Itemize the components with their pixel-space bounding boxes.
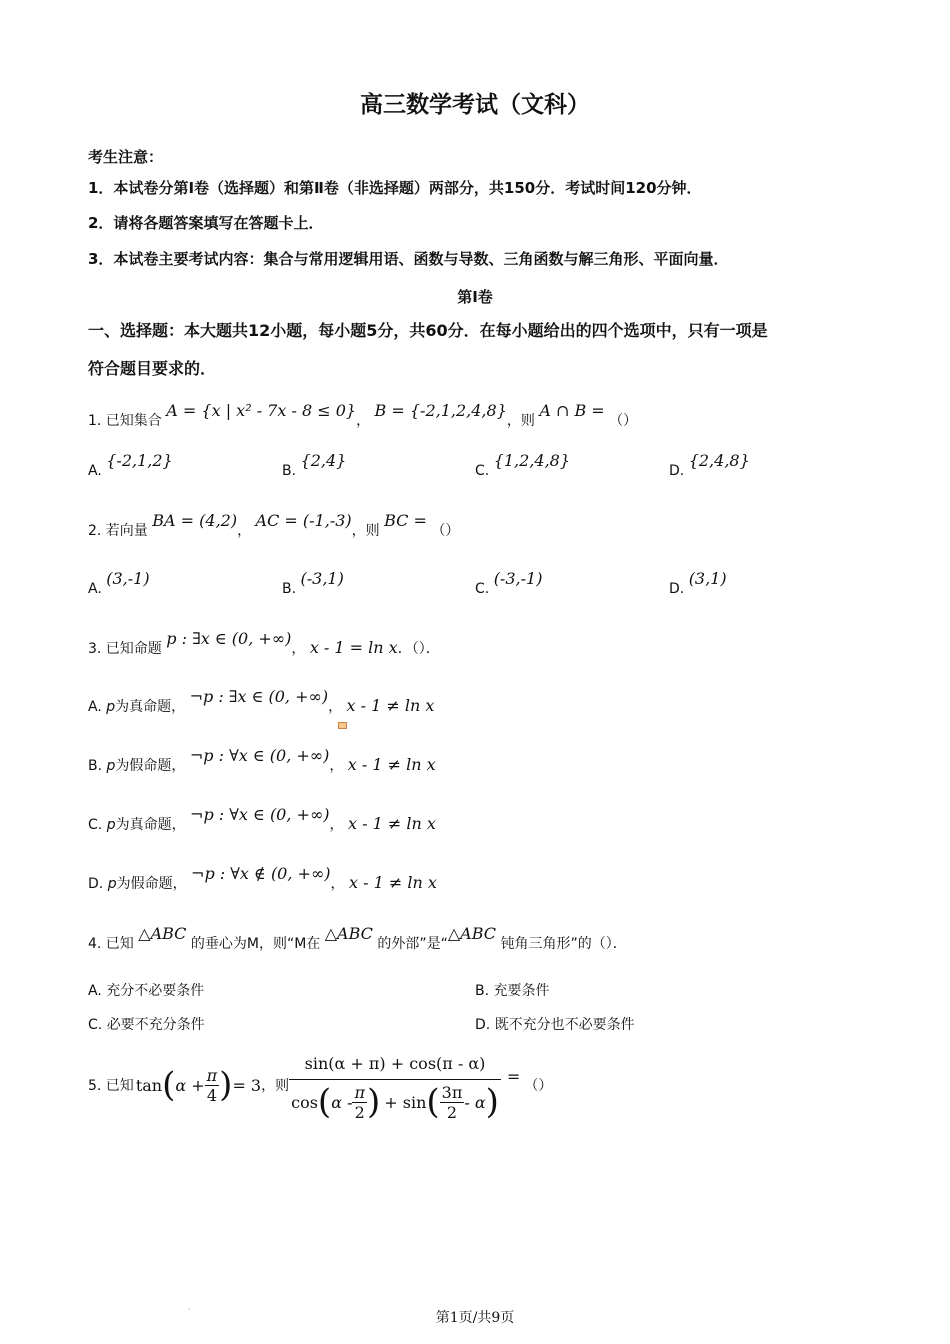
q2-option-c: C. (-3,-1) (475, 569, 543, 597)
answer-blank: （） (524, 1078, 553, 1094)
question-text: 的外部”是“ (377, 936, 448, 952)
pi-over-4: $\frac{\pi}{4}$ (206, 1065, 218, 1105)
q3-option-a: A. p为真命题， ¬p : ∃x ∈ (0, +∞)， x - 1 ≠ ln x (88, 687, 435, 715)
paren: ) (219, 1065, 233, 1105)
separator: ， (356, 413, 371, 429)
intersection-expr: A ∩ B = (539, 401, 605, 420)
paren: ( (162, 1065, 176, 1105)
denominator: cos ( α - $\frac{\pi}{2}$ ) + sin ( $\frac{3\pi}{2}$ - α ) (291, 1082, 499, 1122)
q4-option-d: D. 既不充分也不必要条件 (475, 1017, 635, 1033)
vector-ba: BA = (4,2) (152, 511, 238, 530)
main-fraction (289, 1048, 501, 1122)
page-title: 高三数学考试（文科） (360, 92, 590, 118)
connector: ，则 (506, 413, 535, 429)
notice-item: 2．请将各题答案填写在答题卡上． (88, 214, 324, 232)
vector-ac: AC = (-1,-3) (255, 511, 352, 530)
q4-option-b: B. 充要条件 (475, 983, 550, 999)
connector: ，则 (351, 523, 380, 539)
q1-option-c: C. {1,2,4,8} (475, 451, 571, 479)
question-text: 钝角三角形”的（）． (500, 936, 627, 952)
q4-option-c: C. 必要不充分条件 (88, 1017, 205, 1033)
alpha-plus: α + (175, 1075, 205, 1095)
stray-dot: · (188, 1305, 191, 1314)
question-1-prefix: 1. 已知集合 (88, 413, 162, 429)
q3-option-b: B. p为假命题， ¬p : ∀x ∈ (0, +∞)， x - 1 ≠ ln x (88, 746, 436, 774)
volume-title: 第Ⅰ卷 (457, 288, 493, 306)
section-header-line1: 一、选择题：本大题共12小题，每小题5分，共60分．在每小题给出的四个选项中，只有一项是 (88, 321, 768, 340)
question-text: 的垂心为M，则“M在 (190, 936, 321, 952)
notice-item: 3．本试卷主要考试内容：集合与常用逻辑用语、函数与导数、三角函数与解三角形、平面向量． (88, 250, 729, 268)
triangle-abc: △ABC (138, 924, 187, 943)
q2-option-a: A. (3,-1) (88, 569, 150, 597)
q2-option-b: B. (-3,1) (282, 569, 344, 597)
answer-blank: （） (431, 523, 460, 539)
question-2 (88, 511, 460, 540)
question-5-prefix: 5. 已知 (88, 1078, 134, 1094)
connector: ，则 (261, 1078, 290, 1094)
question-5 (88, 1045, 552, 1125)
q4-option-a: A. 充分不必要条件 (88, 983, 205, 999)
tan-function: tan (135, 1075, 163, 1095)
page-footer: 第1页/共9页 (435, 1310, 515, 1326)
q3-option-c: C. p为真命题， ¬p : ∀x ∈ (0, +∞)， x - 1 ≠ ln x (88, 805, 436, 833)
notice-item: 1．本试卷分第Ⅰ卷（选择题）和第Ⅱ卷（非选择题）两部分，共150分．考试时间120分钟． (88, 179, 702, 197)
stray-mark (338, 722, 347, 729)
equals-sign: = (506, 1066, 521, 1086)
q1-option-a: A. {-2,1,2} (88, 451, 173, 479)
answer-blank: ．（）． (397, 641, 440, 657)
question-4-prefix: 4. 已知 (88, 936, 134, 952)
question-4 (88, 924, 627, 953)
q1-option-d: D. {2,4,8} (669, 451, 750, 479)
question-3 (88, 629, 440, 658)
q2-option-d: D. (3,1) (669, 569, 727, 597)
set-a-formula: A = {x | x² - 7x - 8 ≤ 0} (166, 401, 357, 420)
separator: ， (237, 523, 252, 539)
answer-blank: （） (609, 413, 638, 429)
q1-option-b: B. {2,4} (282, 451, 347, 479)
question-1 (88, 401, 638, 430)
section-header-line2: 符合题目要求的． (88, 359, 217, 378)
notice-heading: 考生注意： (88, 148, 164, 166)
equals-three: = 3 (232, 1075, 262, 1095)
set-b-formula: B = {-2,1,2,4,8} (374, 401, 507, 420)
question-3-prefix: 3. 已知命题 (88, 641, 162, 657)
q3-option-d: D. p为假命题， ¬p : ∀x ∉ (0, +∞)， x - 1 ≠ ln x (88, 864, 437, 892)
separator: ， (291, 641, 306, 657)
equation: x - 1 = ln x (309, 638, 398, 657)
proposition-p: p : ∃x ∈ (0, +∞) (166, 629, 292, 648)
triangle-abc: △ABC (324, 924, 373, 943)
question-2-prefix: 2. 若向量 (88, 523, 148, 539)
vector-bc: BC = (384, 511, 427, 530)
triangle-abc: △ABC (447, 924, 497, 943)
numerator: sin(α + π) + cos(π - α) (289, 1048, 501, 1080)
